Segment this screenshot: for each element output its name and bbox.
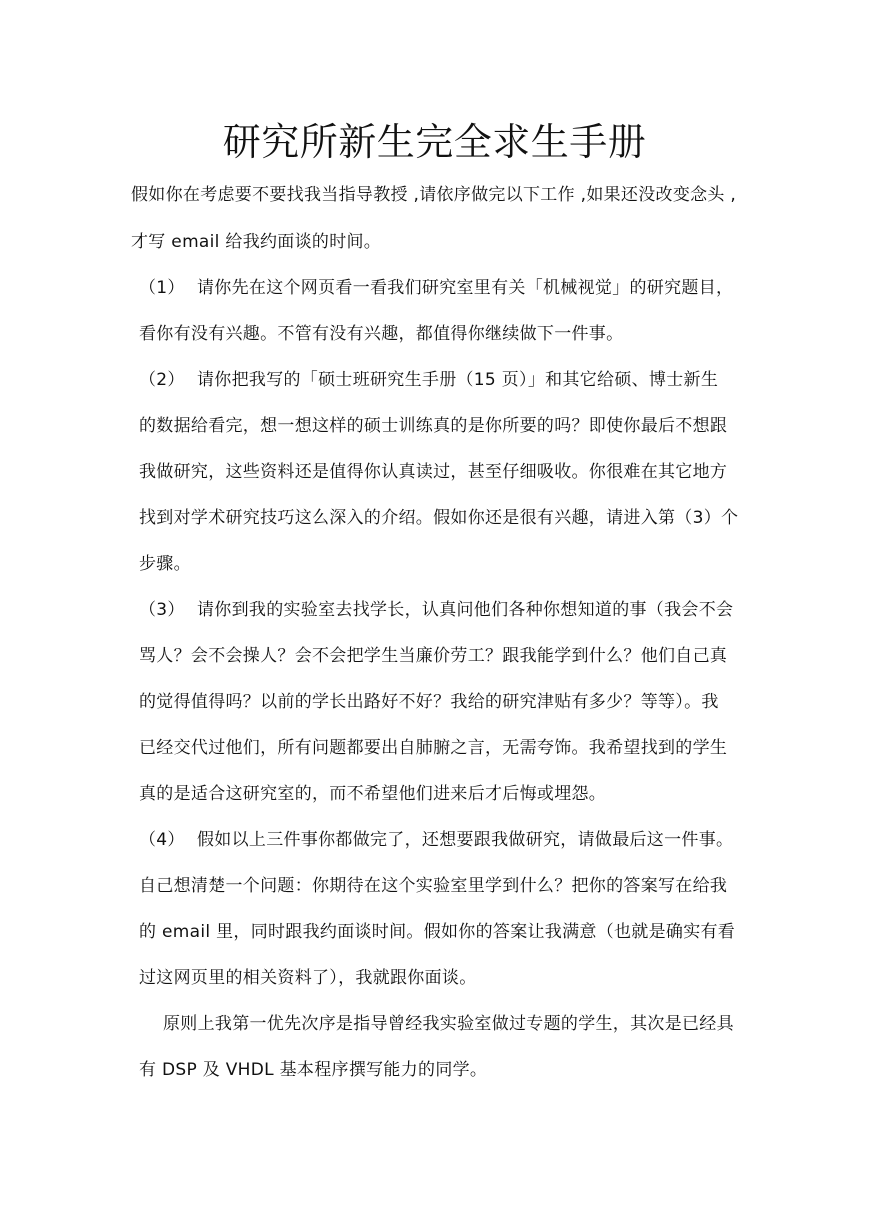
item-number: （3） bbox=[139, 600, 185, 620]
item-3-line: 真的是适合这研究室的，而不希望他们进来后才后悔或埋怨。 bbox=[139, 784, 607, 804]
item-1-line: 看你有没有兴趣。不管有没有兴趣，都值得你继续做下一件事。 bbox=[139, 324, 624, 344]
item-3-first-line bbox=[139, 598, 733, 622]
item-2-line: 找到对学术研究技巧这么深入的介绍。假如你还是很有兴趣，请进入第（3）个 bbox=[139, 508, 739, 528]
item-3-line: 骂人？会不会操人？会不会把学生当廉价劳工？跟我能学到什么？他们自己真 bbox=[139, 646, 728, 666]
closing-line-1: 原则上我第一优先次序是指导曾经我实验室做过专题的学生，其次是已经具 bbox=[163, 1014, 734, 1034]
item-number: （4） bbox=[139, 830, 185, 850]
intro-line-1: 假如你在考虑要不要找我当指导教授 ,请依序做完以下工作 ,如果还没改变念头 , bbox=[131, 185, 737, 205]
item-text: 请你先在这个网页看一看我们研究室里有关「机械视觉」的研究题目， bbox=[197, 278, 734, 298]
page-title: 研究所新生完全求生手册 bbox=[222, 120, 647, 164]
item-2-first-line bbox=[139, 368, 718, 392]
item-number: （2） bbox=[139, 370, 185, 390]
item-4-first-line bbox=[139, 828, 733, 852]
item-4-line: 的 email 里，同时跟我约面谈时间。假如你的答案让我满意（也就是确实有看 bbox=[139, 922, 736, 942]
item-number: （1） bbox=[139, 278, 185, 298]
item-4-line: 自己想清楚一个问题：你期待在这个实验室里学到什么？把你的答案写在给我 bbox=[139, 876, 728, 896]
item-text: 假如以上三件事你都做完了，还想要跟我做研究，请做最后这一件事。 bbox=[197, 830, 734, 850]
intro-line-2: 才写 email 给我约面谈的时间。 bbox=[131, 232, 382, 252]
closing-line-2: 有 DSP 及 VHDL 基本程序撰写能力的同学。 bbox=[139, 1060, 488, 1080]
item-3-line: 已经交代过他们，所有问题都要出自肺腑之言，无需夸饰。我希望找到的学生 bbox=[139, 738, 728, 758]
item-2-line: 我做研究，这些资料还是值得你认真读过，甚至仔细吸收。你很难在其它地方 bbox=[139, 462, 728, 482]
item-2-line: 的数据给看完，想一想这样的硕士训练真的是你所要的吗？即使你最后不想跟 bbox=[139, 416, 728, 436]
item-text: 请你把我写的「硕士班研究生手册（15 页）」和其它给硕、博士新生 bbox=[197, 370, 719, 390]
item-text: 请你到我的实验室去找学长，认真问他们各种你想知道的事（我会不会 bbox=[197, 600, 734, 620]
item-3-line: 的觉得值得吗？以前的学长出路好不好？我给的研究津贴有多少？等等）。我 bbox=[139, 692, 719, 712]
item-2-line: 步骤。 bbox=[139, 554, 191, 574]
item-1-first-line bbox=[139, 276, 733, 300]
item-4-line: 过这网页里的相关资料了），我就跟你面谈。 bbox=[139, 968, 477, 988]
